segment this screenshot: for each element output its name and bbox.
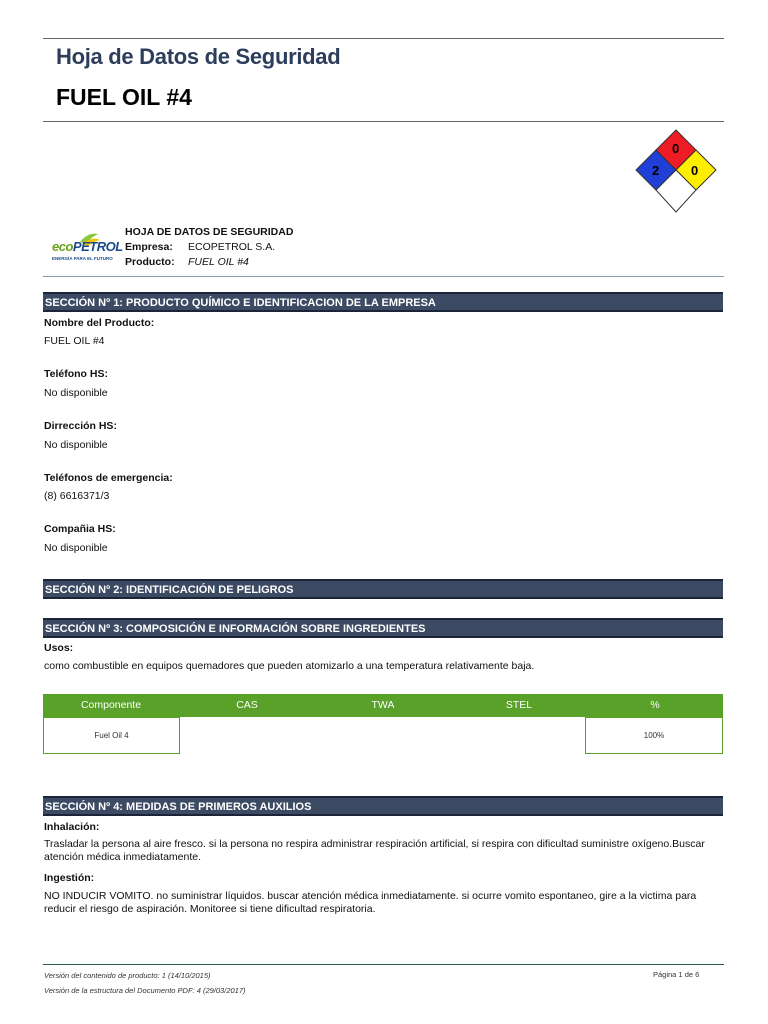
footer-version-product: Versión del contenido de producto: 1 (14/10/2015) bbox=[44, 971, 211, 980]
inhalacion-text: Trasladar la persona al aire fresco. si la persona no respira administrar respiración artificial, si respira con dificultad suministre oxígeno.Buscar atención médica inmediatamente. bbox=[44, 838, 705, 863]
header-heading: HOJA DE DATOS DE SEGURIDAD bbox=[125, 226, 294, 238]
nfpa-diamond bbox=[634, 128, 718, 214]
col-header-twa: TWA bbox=[371, 699, 395, 711]
field-label-compania-hs: Compañia HS: bbox=[44, 523, 116, 535]
empresa-label: Empresa: bbox=[125, 241, 173, 253]
logo-wordmark: ecoPETROL bbox=[52, 239, 123, 254]
field-label-nombre-producto: Nombre del Producto: bbox=[44, 317, 155, 329]
product-title: FUEL OIL #4 bbox=[56, 84, 192, 110]
footer-page-number: Página 1 de 6 bbox=[653, 970, 700, 979]
section-1-header bbox=[43, 292, 723, 312]
top-rule bbox=[43, 38, 724, 39]
field-value-telefonos-emergencia: (8) 6616371/3 bbox=[44, 490, 110, 502]
field-label-direccion-hs: Dirrección HS: bbox=[44, 420, 117, 432]
logo-tagline: ENERGÍA PARA EL FUTURO bbox=[52, 256, 113, 261]
table-cell-percent: 100% bbox=[585, 717, 723, 754]
header-rule bbox=[43, 276, 724, 277]
footer-rule bbox=[43, 964, 724, 965]
section-4-header bbox=[43, 796, 723, 816]
field-value-direccion-hs: No disponible bbox=[44, 439, 108, 451]
title-rule bbox=[43, 121, 724, 122]
document-title: Hoja de Datos de Seguridad bbox=[56, 44, 341, 69]
ingestion-label: Ingestión: bbox=[44, 872, 95, 884]
field-label-telefonos-emergencia: Teléfonos de emergencia: bbox=[44, 472, 173, 484]
table-cell-componente: Fuel Oil 4 bbox=[43, 717, 180, 754]
producto-label: Producto: bbox=[125, 256, 175, 268]
ecopetrol-logo bbox=[52, 232, 122, 266]
ingestion-text: NO INDUCIR VOMITO. no suministrar líquidos. buscar atención médica inmediatamente. si ocurre vomito espontaneo, gire a la victima para reducir el riesgo de aspiración. Monitoree si tiene dificultad respiratoria. bbox=[44, 890, 697, 915]
producto-value: FUEL OIL #4 bbox=[188, 256, 249, 268]
composition-table-header bbox=[43, 694, 723, 717]
nfpa-health-value: 2 bbox=[652, 163, 660, 178]
empresa-value: ECOPETROL S.A. bbox=[188, 241, 276, 253]
section-2-header bbox=[43, 579, 723, 599]
section-1-title: SECCIÓN Nº 1: PRODUCTO QUÍMICO E IDENTIFICACION DE LA EMPRESA bbox=[45, 297, 436, 309]
section-2-title: SECCIÓN Nº 2: IDENTIFICACIÓN DE PELIGROS bbox=[45, 584, 294, 596]
nfpa-reactivity-value: 0 bbox=[691, 163, 699, 178]
field-value-telefono-hs: No disponible bbox=[44, 387, 108, 399]
col-header-stel: STEL bbox=[505, 699, 533, 711]
field-value-nombre-producto: FUEL OIL #4 bbox=[44, 335, 105, 347]
nfpa-fire-value: 0 bbox=[672, 141, 680, 156]
field-value-compania-hs: No disponible bbox=[44, 542, 108, 554]
section-4-title: SECCIÓN Nº 4: MEDIDAS DE PRIMEROS AUXILIOS bbox=[45, 801, 312, 813]
usos-text: como combustible en equipos quemadores que pueden atomizarlo a una temperatura relativamente baja. bbox=[44, 660, 535, 672]
col-header-cas: CAS bbox=[236, 699, 258, 711]
section-3-header bbox=[43, 618, 723, 638]
field-label-telefono-hs: Teléfono HS: bbox=[44, 368, 108, 380]
usos-label: Usos: bbox=[44, 642, 74, 654]
col-header-componente: Componente bbox=[80, 699, 142, 711]
section-3-title: SECCIÓN Nº 3: COMPOSICIÓN E INFORMACIÓN SOBRE INGREDIENTES bbox=[45, 623, 426, 635]
footer-version-structure: Versión de la estructura del Documento PDF: 4 (29/03/2017) bbox=[44, 986, 246, 995]
inhalacion-label: Inhalación: bbox=[44, 821, 100, 833]
col-header-percent: % bbox=[650, 699, 660, 711]
